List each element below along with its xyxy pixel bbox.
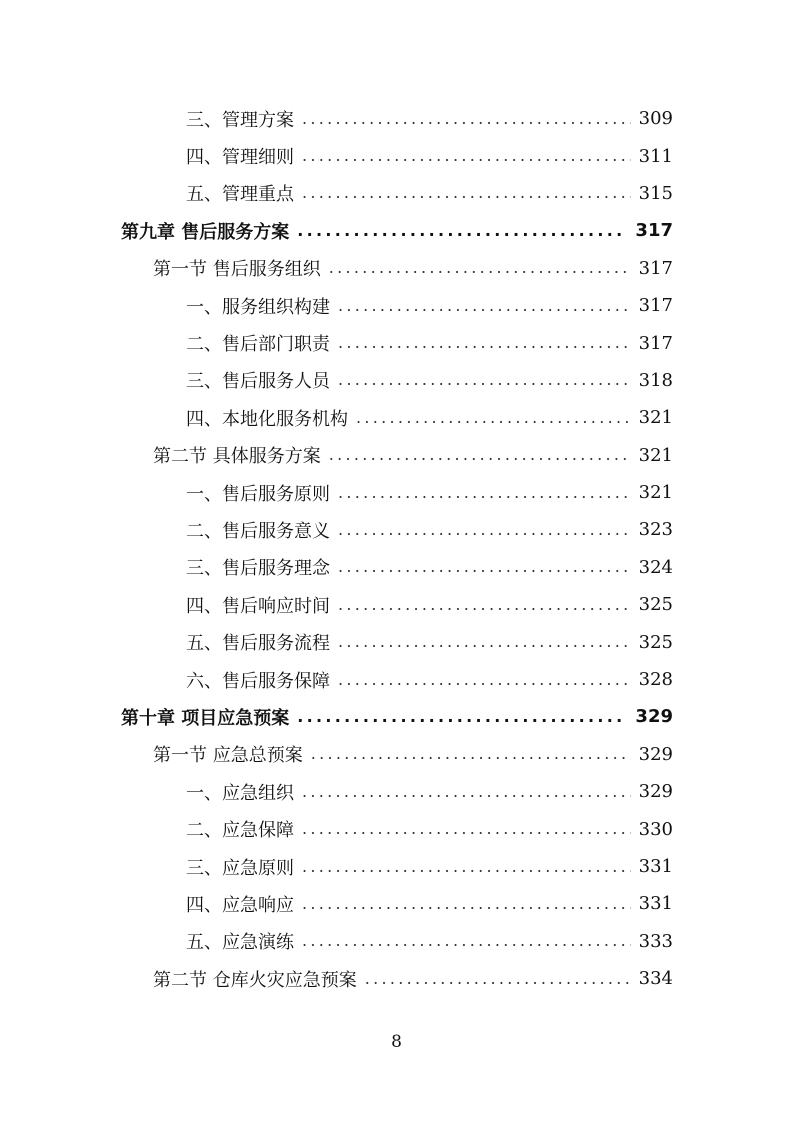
toc-entry-label: 第一节 售后服务组织 (153, 259, 321, 281)
toc-entry-page-number: 329 (638, 781, 673, 803)
toc-dot-leader (297, 708, 627, 726)
toc-entry-page-number: 331 (638, 856, 673, 877)
toc-entry-page-number: 309 (638, 108, 673, 130)
toc-dot-leader (338, 371, 631, 389)
toc-dot-leader (302, 932, 631, 950)
toc-entry-page-number: 330 (638, 818, 673, 840)
toc-entry-label: 五、管理重点 (186, 184, 294, 206)
toc-entry-label: 四、本地化服务机构 (186, 408, 348, 430)
toc-dot-leader (338, 521, 631, 539)
toc-section-entry[interactable] (0, 960, 793, 997)
toc-entry-label: 六、售后服务保障 (186, 670, 330, 692)
toc-dot-leader (329, 446, 631, 464)
toc-dot-leader (329, 259, 631, 277)
toc-subsection-entry[interactable] (0, 586, 793, 623)
toc-dot-leader (302, 184, 631, 202)
toc-subsection-entry[interactable] (0, 100, 793, 137)
toc-subsection-entry[interactable] (0, 175, 793, 212)
toc-entry-label: 一、服务组织构建 (186, 296, 330, 318)
toc-dot-leader (302, 820, 631, 838)
toc-entry-label: 第九章 售后服务方案 (121, 221, 290, 243)
toc-dot-leader (338, 671, 631, 689)
toc-subsection-entry[interactable] (0, 848, 793, 885)
toc-subsection-entry[interactable] (0, 362, 793, 399)
toc-entry-label: 第十章 项目应急预案 (121, 707, 290, 729)
toc-subsection-entry[interactable] (0, 511, 793, 548)
toc-subsection-entry[interactable] (0, 549, 793, 586)
toc-entry-page-number: 317 (635, 220, 673, 242)
page-number: 8 (391, 1032, 402, 1052)
toc-entry-page-number: 324 (638, 556, 673, 578)
toc-entry-page-number: 321 (638, 482, 673, 504)
toc-entry-label: 四、售后响应时间 (186, 595, 330, 617)
toc-entry-page-number: 318 (638, 369, 673, 391)
toc-section-entry[interactable] (0, 250, 793, 287)
toc-subsection-entry[interactable] (0, 474, 793, 511)
toc-entry-page-number: 334 (638, 968, 673, 990)
toc-subsection-entry[interactable] (0, 137, 793, 174)
toc-dot-leader (338, 558, 631, 576)
toc-subsection-entry[interactable] (0, 923, 793, 960)
toc-entry-page-number: 315 (638, 182, 673, 204)
toc-dot-leader (302, 858, 631, 876)
toc-dot-leader (302, 895, 631, 913)
toc-entry-page-number: 331 (638, 893, 673, 915)
toc-entry-page-number: 333 (638, 930, 673, 952)
toc-entry-label: 二、售后服务意义 (186, 520, 330, 542)
toc-subsection-entry[interactable] (0, 885, 793, 922)
toc-entry-page-number: 325 (638, 594, 673, 616)
toc-entry-page-number: 329 (638, 743, 673, 765)
toc-dot-leader (365, 970, 631, 988)
toc-entry-page-number: 323 (638, 519, 673, 541)
toc-dot-leader (356, 409, 631, 427)
toc-dot-leader (338, 633, 631, 651)
toc-entry-label: 二、售后部门职责 (186, 334, 330, 356)
toc-entry-label: 三、管理方案 (186, 109, 294, 131)
toc-entry-label: 三、应急原则 (186, 857, 294, 879)
toc-entry-page-number: 317 (638, 295, 673, 317)
toc-entry-label: 一、售后服务原则 (186, 483, 330, 505)
toc-entry-label: 二、应急保障 (186, 820, 294, 842)
toc-entry-label: 四、应急响应 (186, 894, 294, 916)
table-of-contents (0, 100, 793, 997)
toc-dot-leader (297, 222, 627, 240)
toc-entry-label: 五、应急演练 (186, 932, 294, 954)
toc-entry-label: 一、应急组织 (186, 782, 294, 804)
toc-section-entry[interactable] (0, 437, 793, 474)
toc-entry-label: 三、售后服务理念 (186, 558, 330, 580)
toc-subsection-entry[interactable] (0, 661, 793, 698)
toc-entry-label: 四、管理细则 (186, 147, 294, 169)
toc-entry-page-number: 321 (638, 444, 673, 466)
toc-section-entry[interactable] (0, 736, 793, 773)
toc-entry-label: 三、售后服务人员 (186, 371, 330, 393)
toc-entry-page-number: 317 (638, 257, 673, 279)
toc-subsection-entry[interactable] (0, 324, 793, 361)
toc-chapter-entry[interactable] (0, 698, 793, 735)
toc-subsection-entry[interactable] (0, 623, 793, 660)
toc-dot-leader (302, 110, 631, 128)
toc-chapter-entry[interactable] (0, 212, 793, 249)
toc-subsection-entry[interactable] (0, 287, 793, 324)
toc-entry-page-number: 325 (638, 631, 673, 653)
toc-entry-page-number: 317 (638, 332, 673, 354)
toc-dot-leader (302, 147, 631, 165)
toc-entry-page-number: 311 (638, 145, 673, 167)
toc-dot-leader (338, 596, 631, 614)
toc-subsection-entry[interactable] (0, 399, 793, 436)
toc-entry-label: 第二节 仓库火灾应急预案 (153, 969, 357, 991)
toc-dot-leader (338, 484, 631, 502)
toc-entry-page-number: 329 (635, 706, 673, 728)
toc-dot-leader (338, 297, 631, 315)
toc-dot-leader (311, 745, 631, 763)
toc-entry-label: 第二节 具体服务方案 (153, 446, 321, 468)
toc-entry-label: 五、售后服务流程 (186, 633, 330, 655)
toc-subsection-entry[interactable] (0, 773, 793, 810)
toc-entry-page-number: 321 (638, 407, 673, 429)
toc-entry-label: 第一节 应急总预案 (153, 745, 303, 767)
toc-subsection-entry[interactable] (0, 810, 793, 847)
toc-entry-page-number: 328 (638, 669, 673, 691)
toc-dot-leader (302, 783, 631, 801)
toc-dot-leader (338, 334, 631, 352)
